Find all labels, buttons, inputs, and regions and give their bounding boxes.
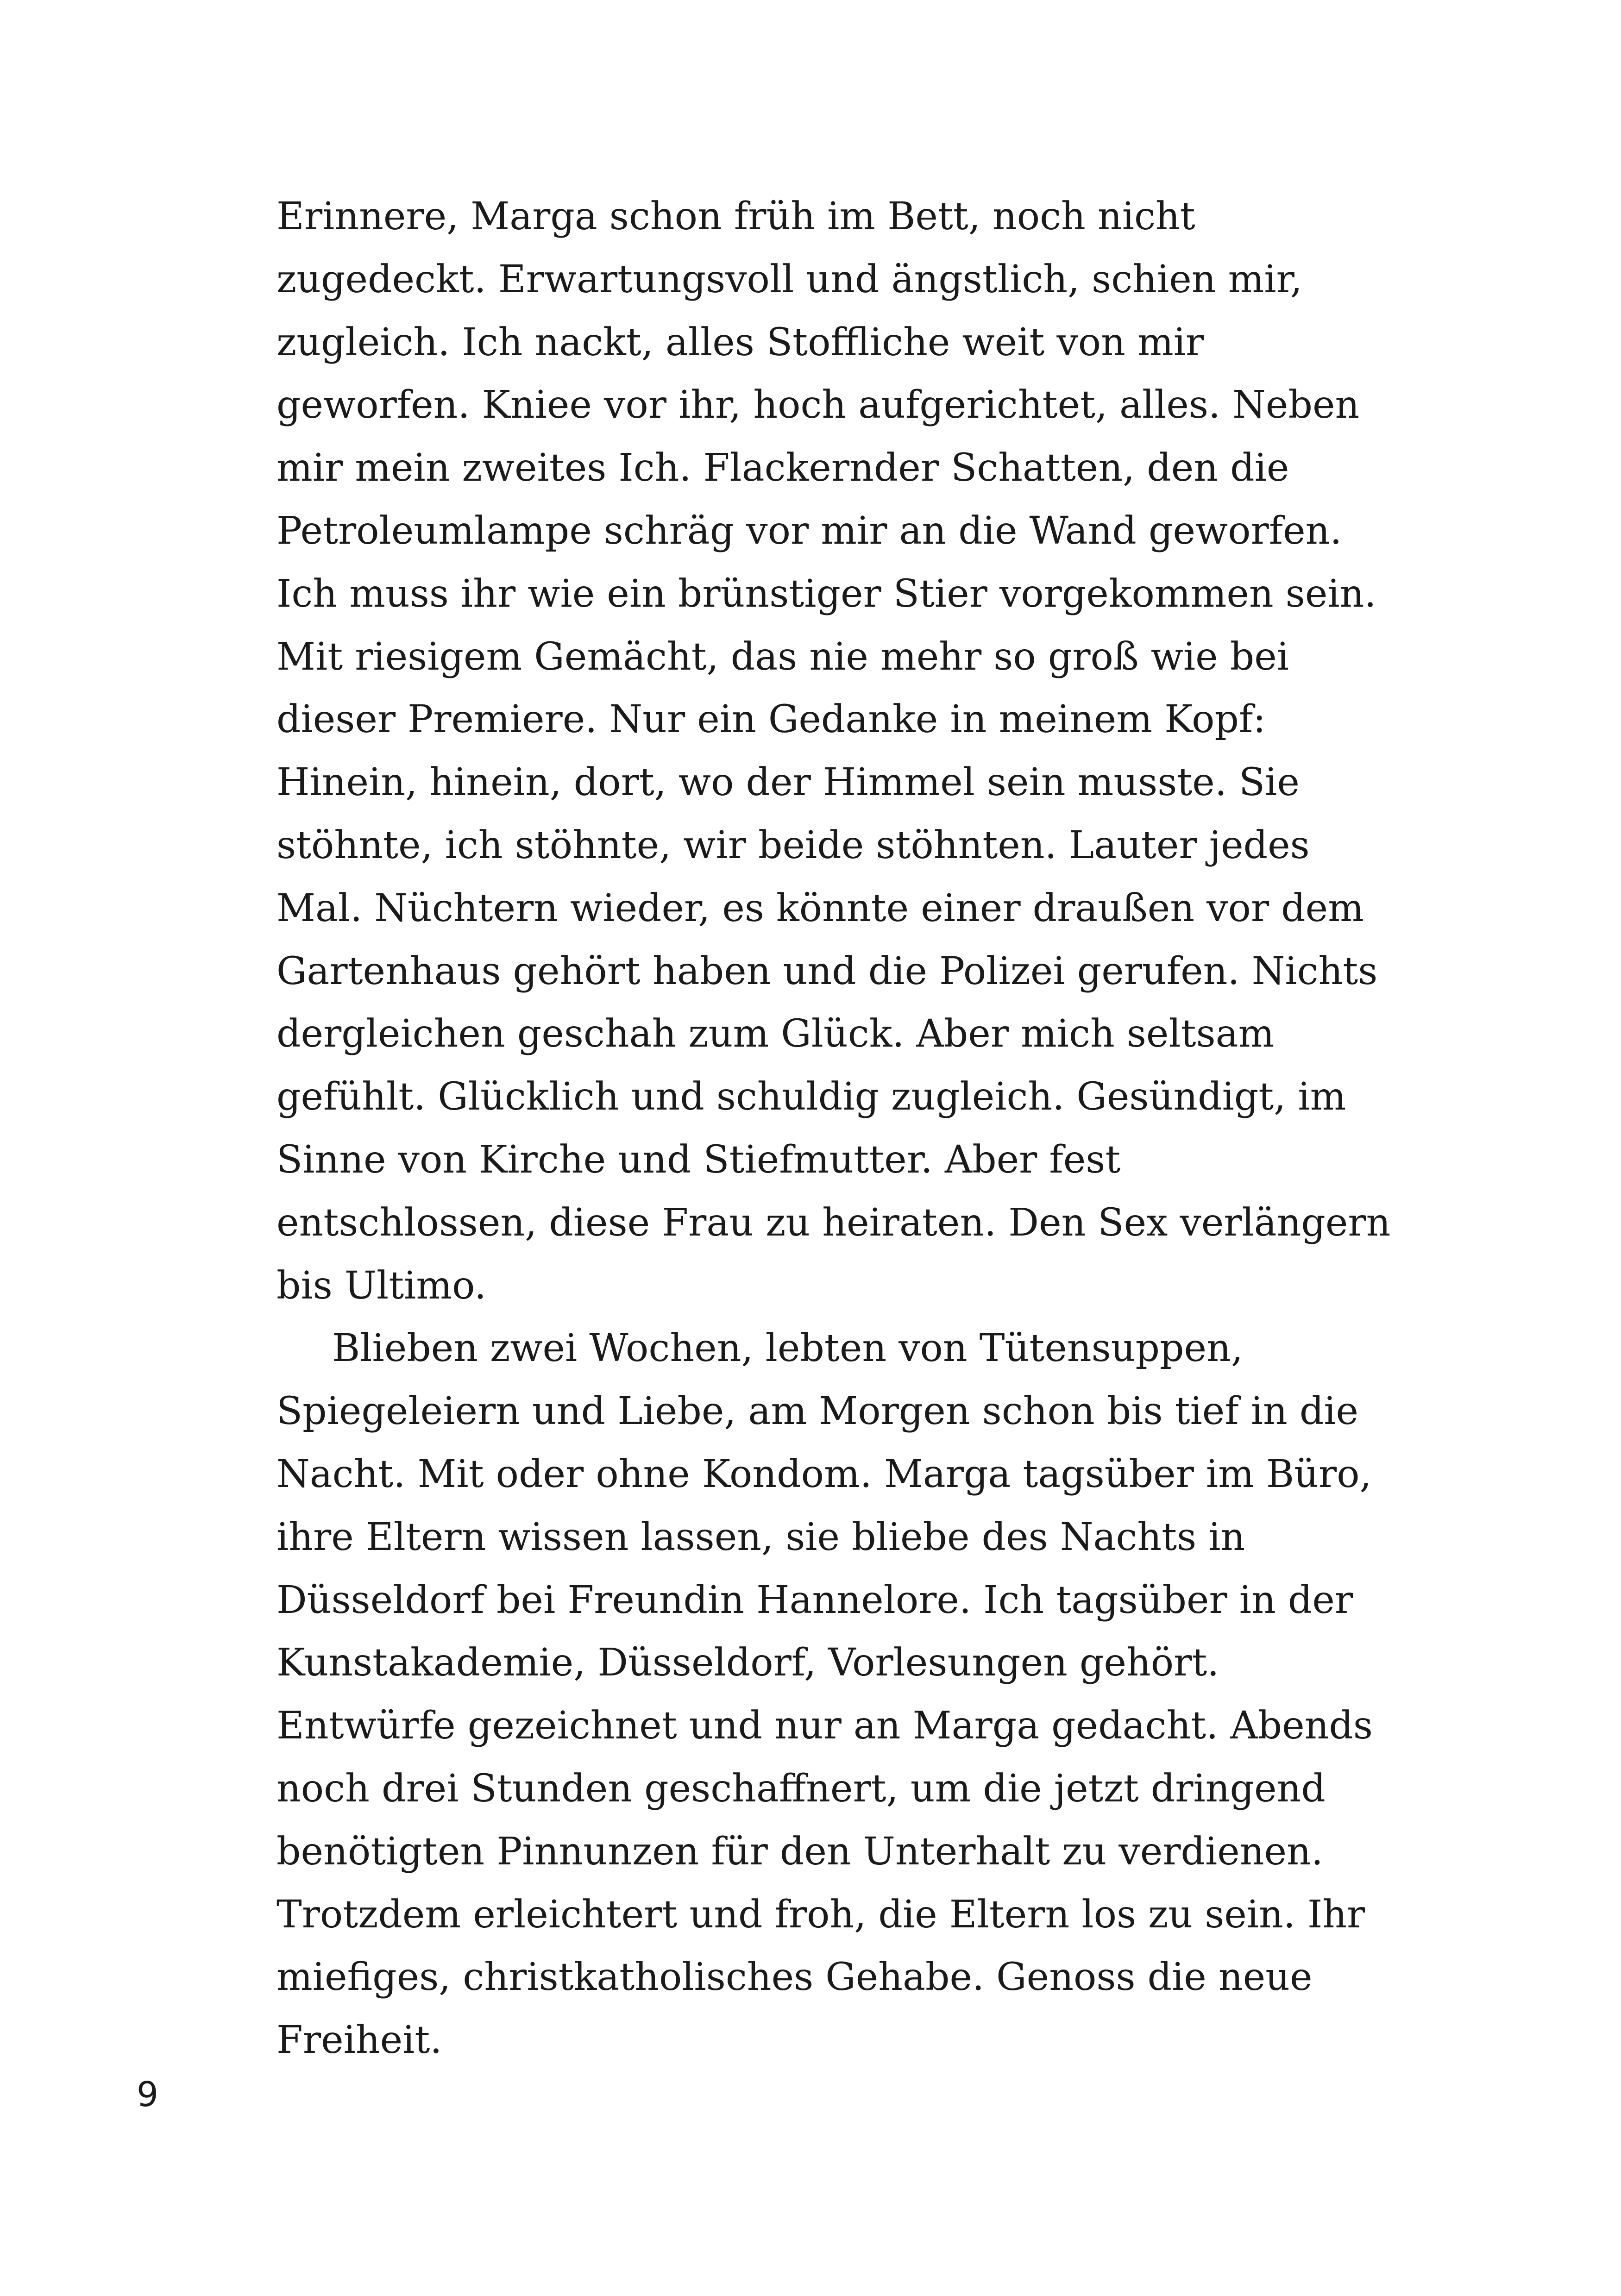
text-line: Freiheit. <box>276 2018 442 2063</box>
text-line: benötigten Pinnunzen für den Unterhalt zu verdienen. <box>276 1829 1323 1874</box>
text-line: Erinnere, Marga schon früh im Bett, noch nicht <box>276 194 1195 238</box>
text-line: Mit riesigem Gemächt, das nie mehr so groß wie bei <box>276 634 1289 679</box>
text-line: Ich muss ihr wie ein brünstiger Stier vorgekommen sein. <box>276 571 1376 616</box>
text-line: entschlossen, diese Frau zu heiraten. Den Sex verlängern <box>276 1200 1391 1245</box>
text-line: miefiges, christkatholisches Gehabe. Genoss die neue <box>276 1955 1313 2000</box>
text-line: bis Ultimo. <box>276 1263 487 1308</box>
text-line: Mal. Nüchtern wieder, es könnte einer draußen vor dem <box>276 886 1364 930</box>
text-line: Entwürfe gezeichnet und nur an Marga gedacht. Abends <box>276 1704 1373 1748</box>
text-line: dieser Premiere. Nur ein Gedanke in meinem Kopf: <box>276 697 1266 742</box>
text-line: ihre Eltern wissen lassen, sie bliebe des Nachts in <box>276 1515 1245 1559</box>
body-text <box>276 185 1416 2072</box>
text-line: mir mein zweites Ich. Flackernder Schatten, den die <box>276 446 1289 490</box>
text-line: Trotzdem erleichtert und froh, die Eltern los zu sein. Ihr <box>276 1892 1365 1937</box>
paragraph-first-line: Blieben zwei Wochen, lebten von Tütensuppen, <box>332 1326 1243 1371</box>
text-line: Kunstakademie, Düsseldorf, Vorlesungen gehört. <box>276 1641 1219 1685</box>
page-number: 9 <box>137 2075 159 2114</box>
text-line: Sinne von Kirche und Stiefmutter. Aber fest <box>276 1137 1121 1182</box>
text-line: Gartenhaus gehört haben und die Polizei gerufen. Nichts <box>276 949 1378 993</box>
text-line: Petroleumlampe schräg vor mir an die Wand geworfen. <box>276 508 1342 553</box>
text-line: zugedeckt. Erwartungsvoll und ängstlich, schien mir, <box>276 257 1302 301</box>
text-line: Hinein, hinein, dort, wo der Himmel sein musste. Sie <box>276 760 1300 805</box>
text-line: gefühlt. Glücklich und schuldig zugleich. Gesündigt, im <box>276 1075 1346 1119</box>
text-line: zugleich. Ich nackt, alles Stoffliche weit von mir <box>276 320 1204 364</box>
text-line: noch drei Stunden geschaffnert, um die jetzt dringend <box>276 1766 1326 1811</box>
text-line: stöhnte, ich stöhnte, wir beide stöhnten. Lauter jedes <box>276 823 1310 867</box>
text-line: Nacht. Mit oder ohne Kondom. Marga tagsüber im Büro, <box>276 1452 1372 1496</box>
text-line: Düsseldorf bei Freundin Hannelore. Ich tagsüber in der <box>276 1578 1353 1622</box>
text-line: dergleichen geschah zum Glück. Aber mich seltsam <box>276 1012 1275 1056</box>
text-line: Spiegeleiern und Liebe, am Morgen schon bis tief in die <box>276 1389 1359 1434</box>
text-line: geworfen. Kniee vor ihr, hoch aufgerichtet, alles. Neben <box>276 383 1360 427</box>
